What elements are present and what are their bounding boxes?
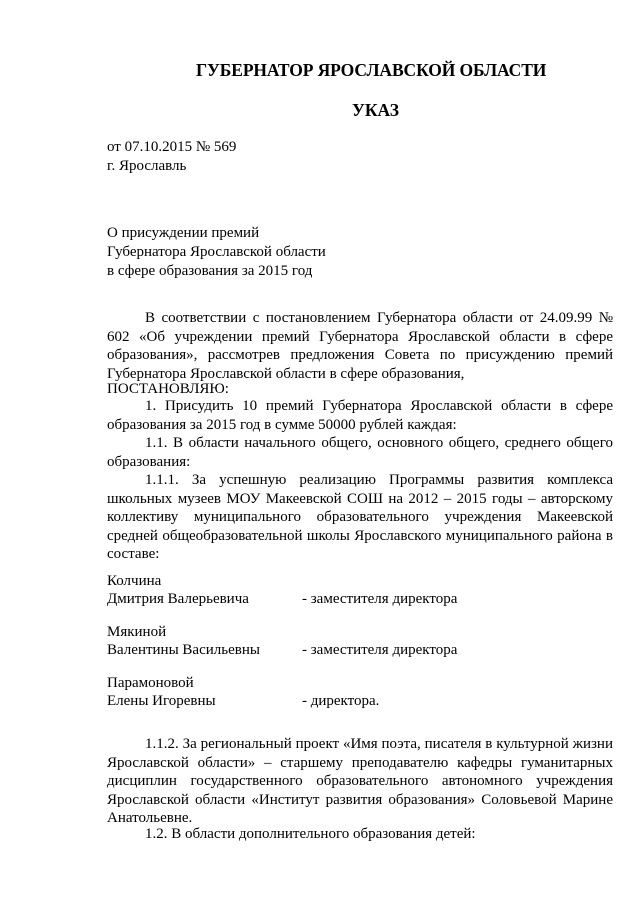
item-1-1-2-paragraph: 1.1.2. За региональный проект «Имя поэта, писателя в культурной жизни Ярославской области» – старшему преподавателю кафедры гуманитарных дисциплин государственного образовательного автономного учреждения Ярославской области «Институт развития образования» Соловьевой Марине Анатольевне. xyxy=(107,736,613,827)
document-type-heading: УКАЗ xyxy=(352,100,399,120)
person-3-name: Елены Игоревны xyxy=(107,693,216,709)
person-3-position: - директора. xyxy=(302,693,380,709)
subject-line-1: О присуждении премий xyxy=(107,225,260,241)
person-3-surname: Парамоновой xyxy=(107,675,194,691)
decree-word: ПОСТАНОВЛЯЮ: xyxy=(107,381,229,397)
document-date-number: от 07.10.2015 № 569 xyxy=(107,139,237,155)
person-1-position: - заместителя директора xyxy=(302,591,458,607)
subject-line-2: Губернатора Ярославской области xyxy=(107,244,326,260)
item-1-paragraph: 1. Присудить 10 премий Губернатора Ярославской области в сфере образования за 2015 год в сумме 50000 рублей каждая: xyxy=(107,398,613,433)
preamble-paragraph: В соответствии с постановлением Губернатора области от 24.09.99 № 602 «Об учреждении премий Губернатора Ярославской области в сфере образования», рассмотрев предложения Совета по присуждению премий Губернатора Ярославской области в сфере образования, xyxy=(107,310,613,382)
person-2-position: - заместителя директора xyxy=(302,642,458,658)
subject-line-3: в сфере образования за 2015 год xyxy=(107,263,313,279)
item-1-1-1-paragraph: 1.1.1. За успешную реализацию Программы развития комплекса школьных музеев МОУ Макеевской СОШ на 2012 – 2015 годы – авторскому коллективу муниципального образовательного учреждения Макеевской средней общеобразовательной школы Ярославского муниципального района в составе: xyxy=(107,472,613,563)
item-1-1-paragraph: 1.1. В области начального общего, основного общего, среднего общего образования: xyxy=(107,435,613,470)
document-city: г. Ярославль xyxy=(107,158,187,174)
person-2-name: Валентины Васильевны xyxy=(107,642,260,658)
document-authority-heading: ГУБЕРНАТОР ЯРОСЛАВСКОЙ ОБЛАСТИ xyxy=(196,60,547,80)
item-1-2-paragraph: 1.2. В области дополнительного образования детей: xyxy=(145,826,476,842)
person-1-surname: Колчина xyxy=(107,573,162,589)
person-1-name: Дмитрия Валерьевича xyxy=(107,591,249,607)
person-2-surname: Мякиной xyxy=(107,624,167,640)
